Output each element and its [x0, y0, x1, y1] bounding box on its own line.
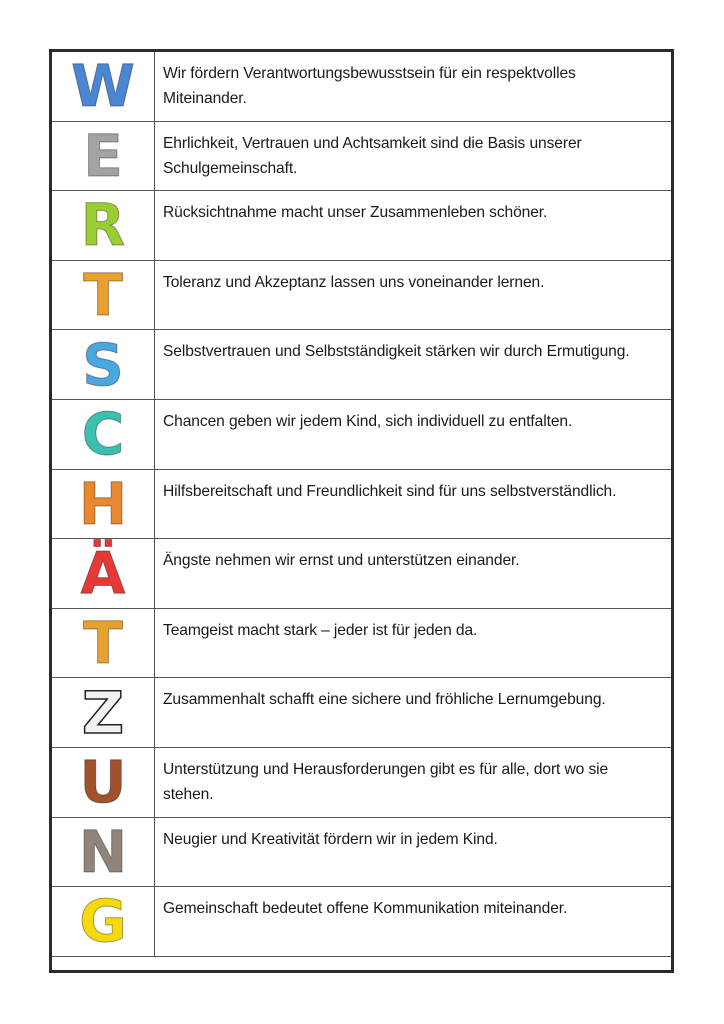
starry-letter-ae-icon: Ä	[80, 539, 126, 608]
values-table	[52, 52, 671, 957]
caterpillar-letter-r-icon: R	[80, 191, 126, 260]
value-text: Ehrlichkeit, Vertrauen und Achtsamkeit sind die Basis unserer Schulgemeinschaft.	[163, 134, 582, 177]
table-row	[52, 400, 671, 470]
table-row	[52, 261, 671, 331]
table-row	[52, 330, 671, 400]
value-text: Wir fördern Verantwortungsbewusstsein für ein respektvolles Miteinander.	[163, 65, 576, 107]
icon-cell	[52, 818, 155, 887]
icon-cell	[52, 748, 155, 817]
table-row	[52, 678, 671, 748]
whale-letter-w-icon: W	[71, 52, 135, 121]
table-row	[52, 52, 671, 122]
value-text: Chancen geben wir jedem Kind, sich individuell zu entfalten.	[163, 412, 573, 430]
giraffe-letter-g-icon: G	[79, 887, 127, 956]
icon-cell	[52, 400, 155, 469]
value-text: Selbstvertrauen und Selbstständigkeit stärken wir durch Ermutigung.	[163, 343, 630, 361]
table-row	[52, 818, 671, 888]
icon-cell	[52, 539, 155, 608]
rhino-letter-n-icon: N	[78, 817, 128, 886]
values-table-frame	[49, 49, 674, 973]
icon-cell	[52, 261, 155, 330]
value-text: Teamgeist macht stark – jeder ist für jeden da.	[163, 621, 478, 639]
icon-cell	[52, 191, 155, 260]
table-row	[52, 122, 671, 192]
bottom-gap	[52, 965, 671, 970]
icon-cell	[52, 122, 155, 191]
value-text: Zusammenhalt schafft eine sichere und fröhliche Lernumgebung.	[163, 691, 606, 709]
value-text: Unterstützung und Herausforderungen gibt es für alle, dort wo sie stehen.	[163, 760, 609, 803]
icon-cell	[52, 609, 155, 678]
value-text: Neugier und Kreativität fördern wir in jedem Kind.	[163, 830, 498, 848]
icon-cell	[52, 330, 155, 399]
elephant-letter-e-icon: E	[83, 121, 123, 190]
icon-cell	[52, 52, 155, 121]
seahorse-letter-s-icon: S	[82, 330, 124, 399]
table-row	[52, 470, 671, 540]
value-text: Hilfsbereitschaft und Freundlichkeit sind für uns selbstverständlich.	[163, 482, 617, 500]
icon-cell	[52, 887, 155, 956]
tiger-letter-t-icon: T	[83, 609, 123, 678]
rabbit-letter-h-icon: H	[78, 469, 128, 538]
zebra-letter-z-icon: Z	[81, 678, 125, 747]
icon-cell	[52, 470, 155, 539]
value-text: Toleranz und Akzeptanz lassen uns voneinander lernen.	[163, 273, 545, 291]
value-text: Ängste nehmen wir ernst und unterstützen einander.	[163, 552, 520, 570]
chameleon-letter-c-icon: C	[81, 400, 125, 469]
table-row	[52, 191, 671, 261]
icon-cell	[52, 678, 155, 747]
value-text: Rücksichtnahme macht unser Zusammenleben schöner.	[163, 204, 548, 222]
tiger-letter-t-icon: T	[83, 261, 123, 330]
table-row	[52, 609, 671, 679]
owl-letter-u-icon: U	[79, 748, 127, 817]
table-row	[52, 748, 671, 818]
table-row	[52, 887, 671, 957]
table-row	[52, 539, 671, 609]
value-text: Gemeinschaft bedeutet offene Kommunikation miteinander.	[163, 900, 568, 918]
